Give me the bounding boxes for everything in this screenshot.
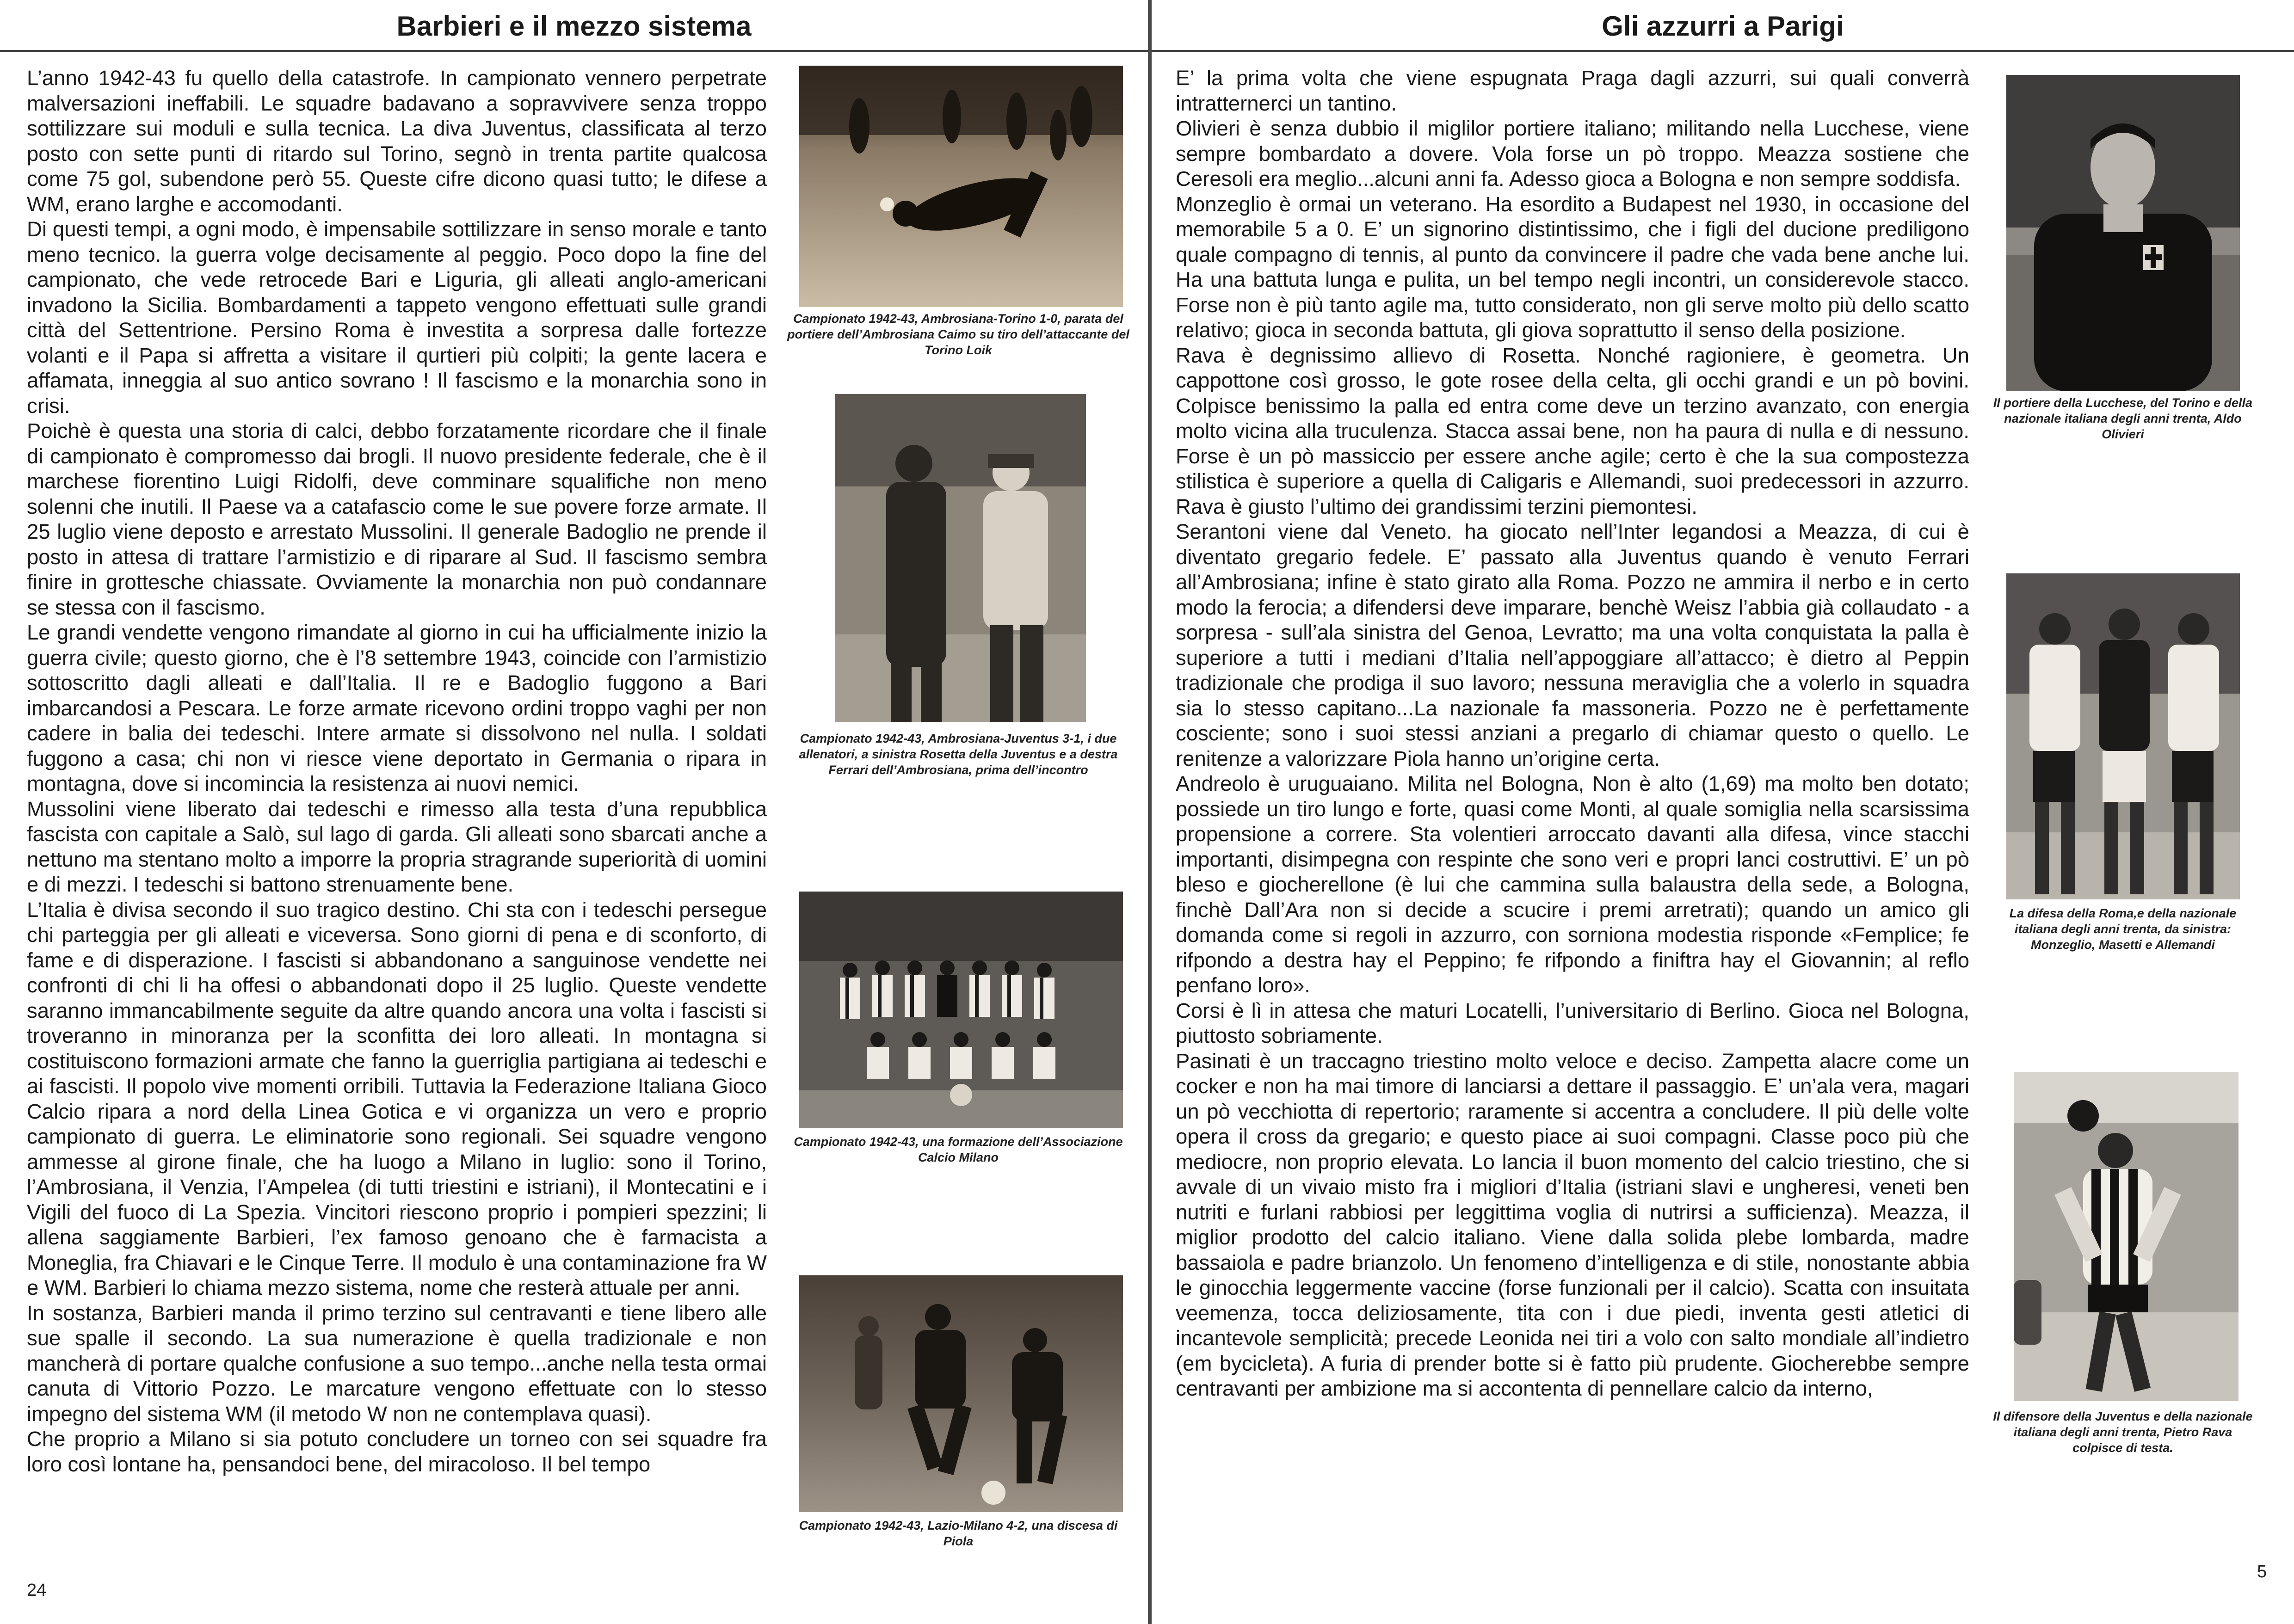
paragraph: Che proprio a Milano si sia potuto concludere un torneo con sei squadre fra loro così lontane ha, pensandoci bene, del miracoloso. Il bel tempo <box>27 1427 767 1476</box>
right-article-body <box>1176 66 1969 1402</box>
paragraph: E’ la prima volta che viene espugnata Praga dagli azzurri, sui quali converrà intratternerci un tantino. <box>1176 66 1969 115</box>
paragraph: Pasinati è un traccagno triestino molto veloce e deciso. Zampetta alacre come un cocker e non ha mai timore di lanciarsi a dettare il passaggio. E’ un’ala vera, magari un pò vecchiotta di repertorio; raramente si accentra a concludere. Il più delle volte opera il cross da gregario; e questo piace ai suoi compagni. Classe poco più che mediocre, non proprio elevata. Lo lancia il buon momento del calcio triestino, che si avvale di un vivaio misto fra i migliori d’Italia (istriani slavi e ungheresi, veneti ben nutriti e furlani rabbiosi per leggittima voglia di nutrirsi a sufficienza). Meazza, il miglior prodotto del calcio italiano. Viene dalla solida plebe lombarda, madre bassaiola e padre brianzolo. Un fenomeno d’intelligenza e di stile, nonostante abbia le ginocchia leggermente vaccine (forse funzionali per il calcio). Scatta con insuitata veemenza, tocca deliziosamente, tita con i due piedi, inventa gesti atletici di incantevole semplicità; precede Leonida nei tiri a volo con salto mondiale all’indietro (em bycicleta). A furia di prender botte si è fatto più prudente. Giocherebbe sempre centravanti per ambizione ma si accontenta di pennellare calcio da interno, <box>1176 1049 1969 1400</box>
paragraph: In sostanza, Barbieri manda il primo terzino sul centravanti e tiene libero alle sue spalle il secondo. La sua numerazione è quella tradizionale e non mancherà di portare qualche confusione a suo tempo...anche nella testa ormai canuta di Vittorio Pozzo. Le marcature vengono effettuate con lo stesso impegno del sistema WM (il metodo W non ne contemplava quasi). <box>27 1301 767 1426</box>
caption-olivieri-portrait: Il portiere della Lucchese, del Torino e della nazionale italiana degli anni trenta, Aldo Olivieri <box>1993 396 2253 441</box>
left-article-body <box>27 66 767 1477</box>
paragraph: Monzeglio è ormai un veterano. Ha esordito a Budapest nel 1930, in occasione del memorabile 5 a 0. E’ un signorino distintissimo, che i figli del ducione prediligono quale compagno di tennis, al punto da convincere il padre che vada bene anche lui. Ha una battuta lunga e pulita, un bel tempo negli incontri, un considerevole stacco. Forse non è più tanto agile ma, tutto considerato, non gli serve molto più dello scatto relativo; gioca in seconda battuta, gli giova soprattutto il senso della posizione. <box>1176 192 1969 342</box>
paragraph: Corsi è lì in attesa che maturi Locatelli, l’universitario di Berlino. Gioca nel Bologna, piuttosto sobriamente. <box>1176 998 1969 1047</box>
caption-piola-action: Campionato 1942-43, Lazio-Milano 4-2, una discesa di Piola <box>799 1519 1118 1548</box>
paragraph: L’anno 1942-43 fu quello della catastrofe. In campionato vennero perpetrate malversazioni ineffabili. Le squadre badavano a sopravvivere senza troppo sottilizzare sui moduli e sulla tecnica. La diva Juventus, classificata al terzo posto con sette punti di ritardo sul Torino, segnò in trenta partite qualcosa come 75 gol, subendone però 55. Queste cifre dicono quasi tutto; le difese a WM, erano larghe e accomodanti. <box>27 66 767 216</box>
paragraph: Olivieri è senza dubbio il miglilor portiere italiano; militando nella Lucchese, viene sempre bombardato a dovere. Vola forse un pò troppo. Meazza sostiene che Ceresoli era meglio...alcuni anni fa. Adesso gioca a Bologna e non sempre soddisfa. <box>1176 117 1969 191</box>
caption-milan-team: Campionato 1942-43, una formazione dell’Associazione Calcio Milano <box>794 1135 1123 1164</box>
book-spine <box>1148 0 1152 1624</box>
caption-roma-defence: La difesa della Roma,e della nazionale italiana degli anni trenta, da sinistra: Monzeglio, Masetti e Allemandi <box>2009 906 2237 952</box>
photo-olivieri-portrait <box>2006 75 2240 391</box>
right-title-rule <box>1152 50 2294 52</box>
left-title-rule <box>0 50 1148 52</box>
photo-rava-heading <box>2014 1072 2238 1401</box>
paragraph: Di questi tempi, a ogni modo, è impensabile sottilizzare in senso morale e tanto meno tecnico. la guerra volge decisamente al peggio. Poco dopo la fine del campionato, che vede retrocede Bari e Liguria, gli alleati anglo-americani invadono la Sicilia. Bombardamenti a tappeto vengono effettuati sulle grandi città del Settentrione. Persino Roma è investita a sorpresa dalle fortezze volanti e il Papa si affretta a visitare il qurtieri più colpiti; la gente lacera e affamata, inneggia al suo antico sovrano ! Il fascismo e la monarchia sono in crisi. <box>27 217 767 418</box>
paragraph: L’Italia è divisa secondo il suo tragico destino. Chi sta con i tedeschi persegue chi parteggia per gli alleati e viceversa. Sono giorni di pena e di sconforto, di fame e di disperazione. I fascisti si abbandonano a sanguinose vendette nei confronti di chi li ha offesi o abbandonati dopo il 25 luglio. Queste vendette saranno immancabilmente seguite da altre quando ancora una volta i fascisti si troveranno in minoranza per la sconfitta dei loro alleati. In montagna si costituiscono formazioni armate che fanno la guerriglia partigiana ai tedeschi e ai fascisti. Il popolo vive momenti orribili. Tuttavia la Federazione Italiana Gioco Calcio ripara a nord della Linea Gotica e vi organizza un vero e proprio campionato di guerra. Le eliminatorie sono regionali. Sei squadre vengono ammesse al girone finale, che ha luogo a Milano in luglio: sono il Torino, l’Ambrosiana, il Venzia, l’Ampelea (di tutti triestini e istriani), il Montecatini e i Vigili del fuoco di La Spezia. Vincitori riescono proprio i pompieri spezzini; li allena saggiamente Barbieri, l’ex famoso genoano che è farmacista a Moneglia, fra Chiavari e le Cinque Terre. Il modulo è una contaminazione fra W e WM. Barbieri lo chiama mezzo sistema, nome che resterà attuale per anni. <box>27 898 767 1299</box>
caption-two-coaches: Campionato 1942-43, Ambrosiana-Juventus 3-1, i due allenatori, a sinistra Rosetta della Juventus e a destra Ferrari dell’Ambrosiana, prima dell’incontro <box>799 732 1118 777</box>
paragraph: Andreolo è uruguaiano. Milita nel Bologna, Non è alto (1,69) ma molto ben dotato; possiede un tiro lungo e forte, quasi come Monti, al quale somiglia nella scarsissima propensione a correre. Sta volentieri arroccato davanti alla difesa, vince stacchi importanti, disimpegna con respinte che sono veri e propri lanci costruttivi. E’ un pò bleso e giocherellone (è lui che cammina sulla balaustra della sede, a Bologna, finchè Dall’Ara non si decide a scucire i premi arretrati); quando un amico gli domanda come si regoli in azzurro, con sorniona modestia risponde «Femplice; fe rifpondo a destra hay el Peppino; fe rifpondo a finiftra hay el Giovannin; al reflo penfano loro». <box>1176 772 1969 997</box>
right-page-title: Gli azzurri a Parigi <box>1602 11 1844 42</box>
left-page-number: 24 <box>27 1581 47 1600</box>
right-page-number: 5 <box>2257 1562 2267 1581</box>
caption-goalkeeper-save: Campionato 1942-43, Ambrosiana-Torino 1-0, parata del portiere dell’Ambrosiana Caimo su tiro dell’attaccante del Torino Loik <box>787 312 1129 357</box>
photo-goalkeeper-save <box>799 66 1123 307</box>
paragraph: Mussolini viene liberato dai tedeschi e rimesso alla testa d’una repubblica fascista con capitale a Salò, sul lago di garda. Gli alleati sono sbarcati anche a nettuno ma stentano molto a imporre la propria stragrande superiorità di uomini e di mezzi. I tedeschi si battono strenuamente bene. <box>27 797 767 896</box>
caption-rava-heading: Il difensore della Juventus e della nazionale italiana degli anni trenta, Pietro Rava colpisce di testa. <box>1993 1409 2253 1455</box>
paragraph: Le grandi vendette vengono rimandate al giorno in cui ha ufficialmente inizio la guerra civile; questo giorno, che è l’8 settembre 1943, coincide con l’armistizio sottoscritto dagli alleati e dall’Italia. Il re e Badoglio fuggono a Bari imbarcandosi a Pescara. Le forze armate ricevono ordini troppo vaghi per non cadere in balia dei tedeschi. Intere armate si dissolvono nel nulla. I soldati fuggono a casa; chi non vi riesce viene deportato in Germania o ripara in montagna, dove si incomincia la resistenza ai nuovi nemici. <box>27 621 767 795</box>
right-page <box>1152 0 2294 1624</box>
paragraph: Rava è degnissimo allievo di Rosetta. Nonché ragioniere, è geometra. Un cappottone così grosso, le gote rosee della celta, gli occhi grandi e un pò bovini. Colpisce benissimo la palla ed entra come deve un terzino avanzato, con energia molto vicina alla truculenza. Stacca assai bene, non ha paura di nulla e di nessuno. Forse è un pò massiccio per essere anche agile; certo è che la sua compostezza stilistica è superiore a quella di Caligaris e Allemandi, suoi predecessori in azzurro. Rava è giusto l’ultimo dei grandissimi terzini piemontesi. <box>1176 343 1969 518</box>
photo-piola-action <box>799 1275 1123 1512</box>
paragraph: Poichè è questa una storia di calci, debbo forzatamente ricordare che il finale di campionato è compromesso dai brogli. Il nuovo presidente federale, che è il marchese fiorentino Luigi Ridolfi, deve comminare squalifiche non meno solenni che inutili. Il Paese va a catafascio come le sue povere forze armate. Il 25 luglio viene deposto e arrestato Mussolini. Il generale Badoglio ne prende il posto in attesa di trattare l’armistizio e di riparare al Sud. Il fascismo sembra finire in grottesche chiassate. Ovviamente la monarchia non può condannare se stessa con il fascismo. <box>27 419 767 619</box>
photo-two-coaches <box>835 394 1086 722</box>
photo-milan-team <box>799 892 1123 1128</box>
photo-roma-defence <box>2006 573 2240 899</box>
paragraph: Serantoni viene dal Veneto. ha giocato nell’Inter legandosi a Meazza, di cui è diventato gregario fedele. E’ passato alla Juventus quando è venuto Ferrari all’Ambrosiana; infine è stato girato alla Roma. Pozzo ne ammira il nerbo e in certo modo la ferocia; a difendersi deve imparare, benchè Weisz l’abbia già collaudato - a sorpresa - sull’ala sinistra del Genoa, Levratto; ma una volta conquistata la palla è superiore a tutti i mediani d’Italia nell’appoggiare all’attacco; è dietro al Peppin tradizionale che prodiga il suo lavoro; nessuna meraviglia che a volerlo in squadra sia lo stesso capitano...La nazionale fa massoneria. Pozzo ne è perfettamente cosciente; sono i suoi stessi anziani a pregarlo di chiamar questo o quello. Le renitenze a valorizzare Piola hanno un’origine certa. <box>1176 520 1969 770</box>
left-page-title: Barbieri e il mezzo sistema <box>396 11 752 42</box>
